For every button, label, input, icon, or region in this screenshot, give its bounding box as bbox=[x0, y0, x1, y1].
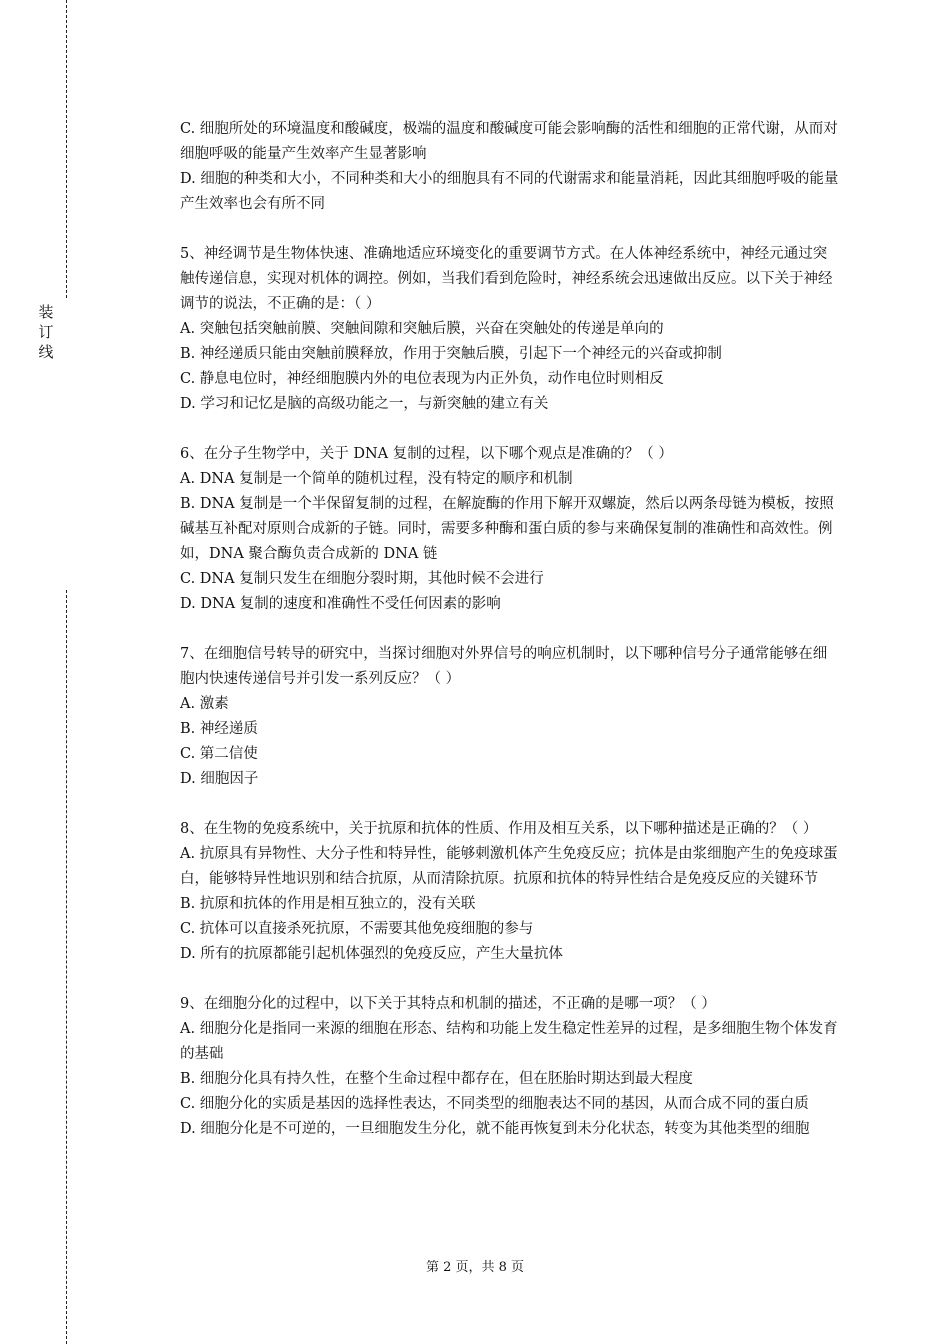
option-b: B. DNA 复制是一个半保留复制的过程，在解旋酶的作用下解开双螺旋，然后以两条母链为模板，按照碱基互补配对原则合成新的子链。同时，需要多种酶和蛋白质的参与来确保复制的准确性和高效性。例如，DNA 聚合酶负责合成新的 DNA 链 bbox=[180, 496, 834, 562]
option-d: D. 细胞分化是不可逆的，一旦细胞发生分化，就不能再恢复到未分化状态，转变为其他类型的细胞 bbox=[180, 1121, 810, 1137]
option-a: A. 细胞分化是指同一来源的细胞在形态、结构和功能上发生稳定性差异的过程，是多细胞生物个体发育的基础 bbox=[180, 1021, 838, 1062]
option-c: C. 细胞分化的实质是基因的选择性表达，不同类型的细胞表达不同的基因，从而合成不同的蛋白质 bbox=[180, 1096, 809, 1112]
option-a: A. DNA 复制是一个简单的随机过程，没有特定的顺序和机制 bbox=[180, 471, 573, 487]
option-c: C. 抗体可以直接杀死抗原，不需要其他免疫细胞的参与 bbox=[180, 921, 534, 937]
binding-char: 订 bbox=[38, 323, 54, 341]
option-c: C. 静息电位时，神经细胞膜内外的电位表现为内正外负，动作电位时则相反 bbox=[180, 371, 664, 387]
binding-line-top bbox=[66, 0, 67, 298]
question-stem: 8、在生物的免疫系统中，关于抗原和抗体的性质、作用及相互关系，以下哪种描述是正确的？（ ） bbox=[180, 821, 818, 837]
page-number-footer: 第 2 页，共 8 页 bbox=[425, 1260, 525, 1275]
question-stem: 9、在细胞分化的过程中，以下关于其特点和机制的描述，不正确的是哪一项？（ ） bbox=[180, 996, 716, 1012]
option-d: D. 学习和记忆是脑的高级功能之一，与新突触的建立有关 bbox=[180, 396, 549, 412]
option-d: D. 所有的抗原都能引起机体强烈的免疫反应，产生大量抗体 bbox=[180, 946, 563, 962]
binding-label bbox=[37, 302, 55, 362]
option-b: B. 细胞分化具有持久性，在整个生命过程中都存在，但在胚胎时期达到最大程度 bbox=[180, 1071, 693, 1087]
option-c: C. 第二信使 bbox=[180, 746, 258, 762]
option-b: B. 神经递质 bbox=[180, 721, 258, 737]
question-7 bbox=[180, 642, 840, 792]
question-stem: 6、在分子生物学中，关于 DNA 复制的过程，以下哪个观点是准确的？（ ） bbox=[180, 446, 673, 462]
option-d: D. 细胞的种类和大小，不同种类和大小的细胞具有不同的代谢需求和能量消耗，因此其细胞呼吸的能量产生效率也会有所不同 bbox=[180, 171, 839, 212]
question-4-continued bbox=[180, 117, 840, 217]
question-stem: 5、神经调节是生物体快速、准确地适应环境变化的重要调节方式。在人体神经系统中，神经元通过突触传递信息，实现对机体的调控。例如，当我们看到危险时，神经系统会迅速做出反应。以下关于神经调节的说法，不正确的是：（ ） bbox=[180, 246, 833, 312]
question-6 bbox=[180, 442, 840, 617]
binding-line-bottom bbox=[66, 590, 67, 1344]
option-d: D. DNA 复制的速度和准确性不受任何因素的影响 bbox=[180, 596, 501, 612]
option-c: C. 细胞所处的环境温度和酸碱度，极端的温度和酸碱度可能会影响酶的活性和细胞的正常代谢，从而对细胞呼吸的能量产生效率产生显著影响 bbox=[180, 121, 838, 162]
option-b: B. 神经递质只能由突触前膜释放，作用于突触后膜，引起下一个神经元的兴奋或抑制 bbox=[180, 346, 722, 362]
option-b: B. 抗原和抗体的作用是相互独立的，没有关联 bbox=[180, 896, 476, 912]
binding-char: 线 bbox=[38, 343, 54, 361]
question-stem: 7、在细胞信号转导的研究中，当探讨细胞对外界信号的响应机制时，以下哪种信号分子通常能够在细胞内快速传递信号并引发一系列反应？（ ） bbox=[180, 646, 828, 687]
question-content bbox=[180, 117, 840, 1167]
option-a: A. 激素 bbox=[180, 696, 229, 712]
question-8 bbox=[180, 817, 840, 967]
option-d: D. 细胞因子 bbox=[180, 771, 259, 787]
question-5 bbox=[180, 242, 840, 417]
option-a: A. 突触包括突触前膜、突触间隙和突触后膜，兴奋在突触处的传递是单向的 bbox=[180, 321, 664, 337]
option-c: C. DNA 复制只发生在细胞分裂时期，其他时候不会进行 bbox=[180, 571, 544, 587]
option-a: A. 抗原具有异物性、大分子性和特异性，能够刺激机体产生免疫反应；抗体是由浆细胞产生的免疫球蛋白，能够特异性地识别和结合抗原，从而清除抗原。抗原和抗体的特异性结合是免疫反应的关键环节 bbox=[180, 846, 838, 887]
binding-char: 装 bbox=[38, 303, 54, 321]
question-9 bbox=[180, 992, 840, 1142]
